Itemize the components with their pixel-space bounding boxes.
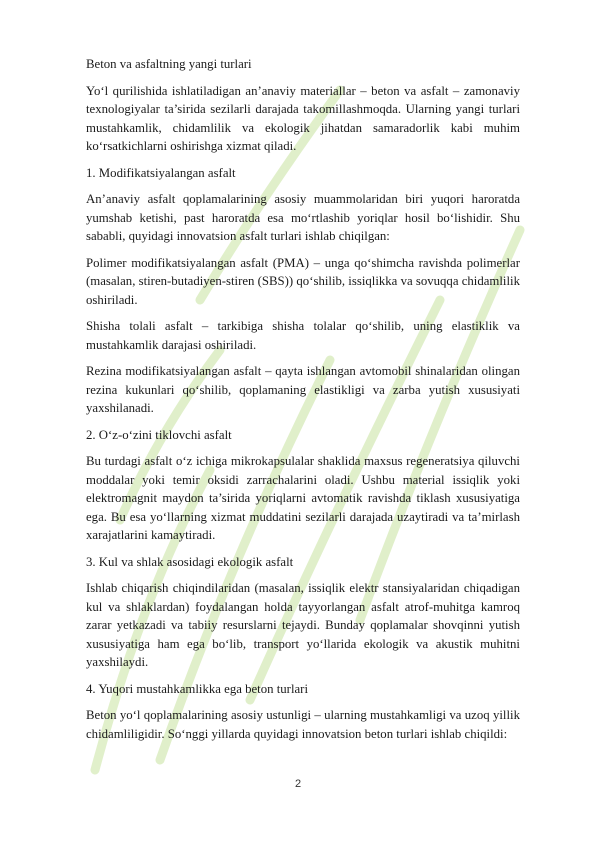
section-heading: 1. Modifikatsiyalangan asfalt [86,165,236,180]
paragraph: An’anaviy asfalt qoplamalarining asosiy muammolaridan biri yuqori haroratda yumshab ketishi, past haroratda esa mo‘rtlashib yoriqlar hosil bo‘lishidir. Shu sababli, quyidagi innovatsion asfalt turlari ishlab chiqilgan: [86,192,520,243]
paragraph: Bu turdagi asfalt o‘z ichiga mikrokapsulalar shaklida maxsus regeneratsiya qiluvchi moddalar yoki temir oksidi zarrachalarini oladi. Ushbu material issiqlik yoki elektromagnit maydon ta’sirida yoriqlarni avtomatik ravishda tiklash xususiyatiga ega. Bu esa yo‘llarning xizmat muddatini sezilarli darajada uzaytiradi va ta’mirlash xarajatlarini kamaytiradi. [86,454,520,542]
paragraph: Beton yo‘l qoplamalarining asosiy ustunligi – ularning mustahkamligi va uzoq yillik chidamliligidir. So‘nggi yillarda quyidagi innovatsion beton turlari ishlab chiqildi: [86,708,520,741]
page-number: 2 [294,778,302,790]
section-heading: 3. Kul va shlak asosidagi ekologik asfalt [86,554,294,569]
section-heading: 4. Yuqori mustahkamlikka ega beton turlari [86,681,308,696]
paragraph: Rezina modifikatsiyalangan asfalt – qayta ishlangan avtomobil shinalaridan olingan rezina kukunlari qo‘shilib, qoplamaning elastikligi va zarba yutish xususiyati yaxshilanadi. [86,364,520,415]
paragraph: Ishlab chiqarish chiqindilaridan (masalan, issiqlik elektr stansiyalaridan chiqadigan kul va shlaklardan) foydalangan holda tayyorlangan asfalt atrof-muhitga kamroq zarar yetkazadi va tabiiy resurslarni tejaydi. Bunday qoplamalar shovqinni yutish xususiyatiga ham ega bo‘lib, transport yo‘llarida ekologik va akustik muhitni yaxshilaydi. [86,581,520,669]
section-heading: 2. O‘z-o‘zini tiklovchi asfalt [86,427,232,442]
paragraph: Shisha tolali asfalt – tarkibiga shisha tolalar qo‘shilib, uning elastiklik va mustahkamlik darajasi oshiriladi. [86,319,520,352]
paragraph: Polimer modifikatsiyalangan asfalt (PMA) – unga qo‘shimcha ravishda polimerlar (masalan, stiren-butadiyen-stiren (SBS)) qo‘shilib, issiqlikka va sovuqqa chidamlilik oshiriladi. [86,255,520,307]
document-title: Beton va asfaltning yangi turlari [86,57,252,71]
paragraph: Yo‘l qurilishida ishlatiladigan an’anaviy materiallar – beton va asfalt – zamonaviy texnologiyalar ta’sirida sezilarli darajada takomillashmoqda. Ularning yangi turlari mustahkamlik, chidamlilik va ekologik jihatdan samaradorlik kabi muhim ko‘rsatkichlarni oshirishga xizmat qiladi. [86,83,520,153]
document-body [86,55,520,751]
